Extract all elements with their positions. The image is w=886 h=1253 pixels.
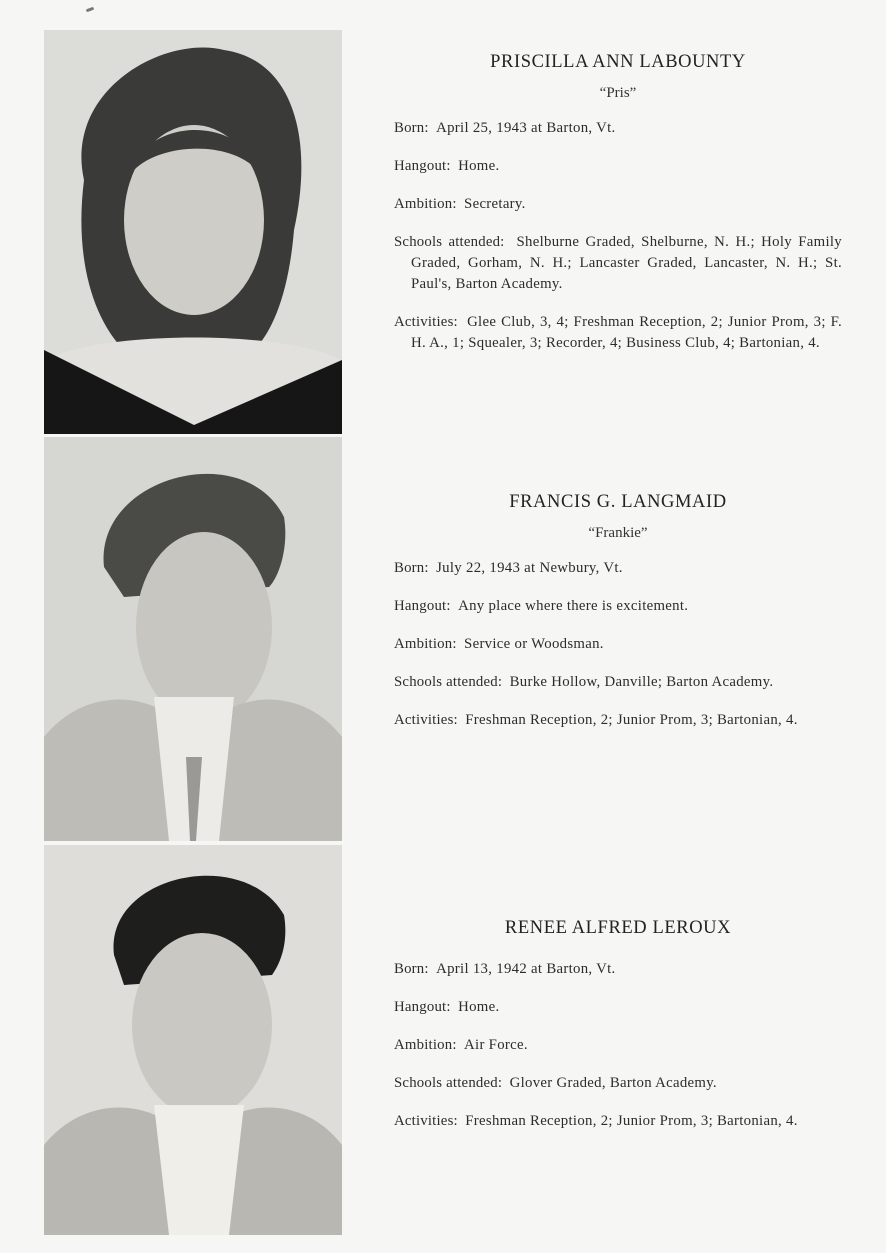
hangout-field xyxy=(394,997,842,1018)
student-entry-3 xyxy=(394,918,842,1149)
born-field xyxy=(394,959,842,980)
portrait-photo-2 xyxy=(44,437,342,841)
field-label: Born: xyxy=(394,961,429,977)
portrait-photo-3 xyxy=(44,845,342,1235)
field-label: Ambition: xyxy=(394,196,457,212)
born-field xyxy=(394,558,842,579)
hangout-field xyxy=(394,156,842,177)
activities-field xyxy=(394,710,842,731)
ink-mark xyxy=(86,7,95,13)
field-value: Shelburne Graded, Shelburne, N. H.; Holy Family Graded, Gorham, N. H.; Lancaster Graded, Lancaster, N. H.; St. Paul's, Barton Academy. xyxy=(411,234,842,292)
born-field xyxy=(394,118,842,139)
field-value: Home. xyxy=(458,999,500,1015)
field-value: July 22, 1943 at Newbury, Vt. xyxy=(436,560,623,576)
field-label: Ambition: xyxy=(394,1037,457,1053)
field-value: Freshman Reception, 2; Junior Prom, 3; Bartonian, 4. xyxy=(465,1113,798,1129)
field-value: Home. xyxy=(458,158,500,174)
field-label: Schools attended: xyxy=(394,1075,503,1091)
field-label: Activities: xyxy=(394,1113,458,1129)
field-label: Activities: xyxy=(394,314,458,330)
field-label: Schools attended: xyxy=(394,674,503,690)
activities-field xyxy=(394,312,842,354)
field-label: Hangout: xyxy=(394,999,451,1015)
portrait-photo-1 xyxy=(44,30,342,434)
field-value: Service or Woodsman. xyxy=(464,636,604,652)
field-label: Hangout: xyxy=(394,158,451,174)
field-label: Born: xyxy=(394,560,429,576)
schools-field xyxy=(394,1073,842,1094)
field-label: Schools attended: xyxy=(394,234,505,250)
schools-field xyxy=(394,232,842,295)
activities-field xyxy=(394,1111,842,1132)
field-value: Freshman Reception, 2; Junior Prom, 3; Bartonian, 4. xyxy=(465,712,798,728)
hangout-field xyxy=(394,596,842,617)
student-name: FRANCIS G. LANGMAID xyxy=(509,492,727,512)
field-value: April 25, 1943 at Barton, Vt. xyxy=(436,120,616,136)
field-value: Glover Graded, Barton Academy. xyxy=(509,1075,717,1091)
field-value: Any place where there is excitement. xyxy=(458,598,689,614)
ambition-field xyxy=(394,634,842,655)
student-nickname: “Pris” xyxy=(599,85,637,101)
field-value: Secretary. xyxy=(464,196,526,212)
field-value: Glee Club, 3, 4; Freshman Reception, 2; Junior Prom, 3; F. H. A., 1; Squealer, 3; Recorder, 4; Business Club, 4; Bartonian, 4. xyxy=(411,314,842,351)
field-label: Born: xyxy=(394,120,429,136)
field-value: April 13, 1942 at Barton, Vt. xyxy=(436,961,616,977)
ambition-field xyxy=(394,1035,842,1056)
ambition-field xyxy=(394,194,842,215)
student-name: RENEE ALFRED LEROUX xyxy=(504,918,732,938)
field-value: Burke Hollow, Danville; Barton Academy. xyxy=(509,674,774,690)
field-label: Activities: xyxy=(394,712,458,728)
student-nickname: “Frankie” xyxy=(588,525,648,541)
student-entry-2 xyxy=(394,492,842,748)
field-value: Air Force. xyxy=(464,1037,528,1053)
field-label: Ambition: xyxy=(394,636,457,652)
field-label: Hangout: xyxy=(394,598,451,614)
student-entry-1 xyxy=(394,52,842,371)
schools-field xyxy=(394,672,842,693)
student-name: PRISCILLA ANN LABOUNTY xyxy=(490,52,746,72)
